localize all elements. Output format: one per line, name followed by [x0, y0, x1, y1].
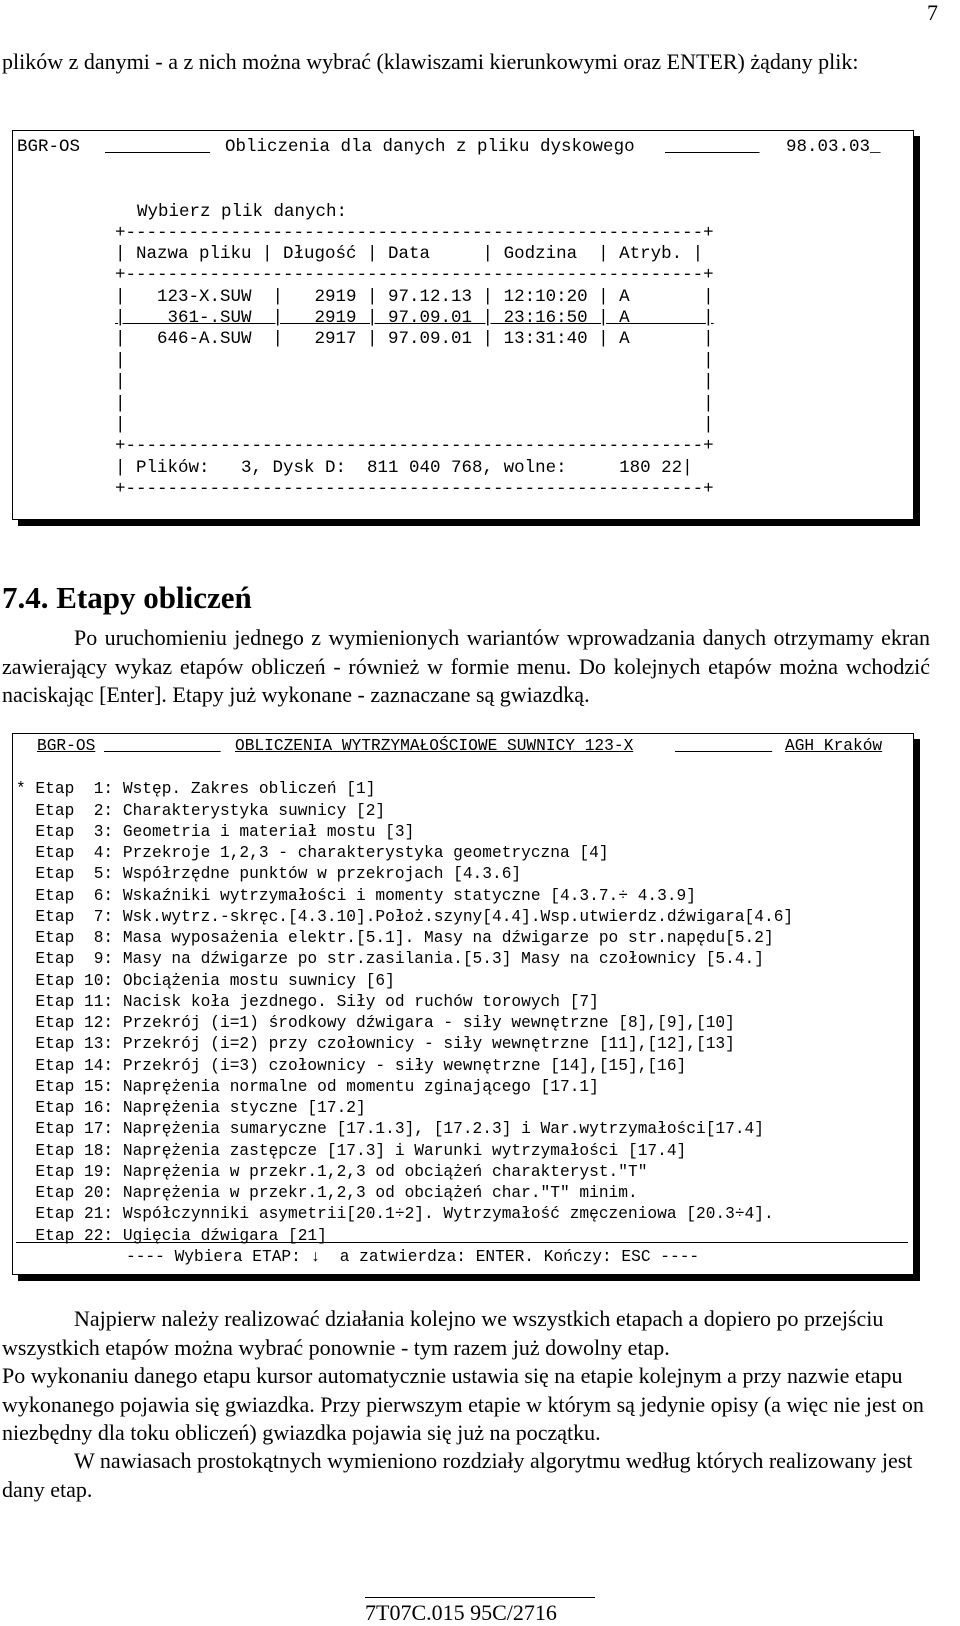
page-number: 7 — [927, 0, 938, 25]
stage-item[interactable]: Etap 19: Naprężenia w przekr.1,2,3 od obciążeń charakteryst."T" — [16, 1162, 648, 1181]
footer-code: 7T07C.015 95C/2716 — [365, 1600, 557, 1625]
file-row[interactable]: | 123-X.SUW | 2919 | 97.12.13 | 12:10:20 | A | — [115, 287, 714, 307]
menu-footer-instructions — [126, 1247, 699, 1269]
table-border-lower: +-------------------------------------------------------+ — [115, 436, 714, 456]
table-summary-row: | Plików: 3, Dysk D: 811 040 768, wolne: 180 22| — [115, 458, 693, 478]
stages-menu-screen — [12, 733, 914, 1275]
stage-item[interactable]: * Etap 1: Wstęp. Zakres obliczeń [1] — [16, 780, 376, 799]
empty-row: | | — [115, 415, 714, 435]
closing-paragraph-1: Najpierw należy realizować działania kolejno we wszystkich etapach a dopiero po przejściu wszystkich etapów można wybrać ponownie - tym razem już dowolny etap. — [2, 1306, 884, 1360]
screen1-prompt: Wybierz plik danych: — [137, 202, 348, 222]
stage-item[interactable]: Etap 13: Przekrój (i=2) przy czołownicy - siły wewnętrzne [11],[12],[13] — [16, 1035, 735, 1054]
stage-list — [16, 758, 793, 1247]
empty-row: | | — [115, 372, 714, 392]
file-row-selected[interactable]: | 361-.SUW | 2919 | 97.09.01 | 23:16:50 | A | — [115, 308, 714, 328]
stage-item[interactable]: Etap 16: Naprężenia styczne [17.2] — [16, 1099, 366, 1117]
screen2-header-left: BGR-OS — [37, 737, 96, 755]
table-border-bottom: +-------------------------------------------------------+ — [115, 479, 714, 499]
file-select-screen — [12, 130, 914, 520]
screen1-header-date: 98.03.03_ — [786, 137, 881, 157]
section-heading: 7.4. Etapy obliczeń — [2, 580, 252, 615]
closing-paragraph-2: Po wykonaniu danego etapu kursor automatycznie ustawia się na etapie kolejnym a przy nazwie etapu wykonanego pojawia się gwiazdka. Przy pierwszym etapie w którym są jedynie opisy (a więc nie jest on niezbędny dla toku obliczeń) gwiazdka pojawia się już na początku. — [2, 1363, 924, 1445]
screen2-header-blank — [104, 736, 221, 758]
footer-prefix: ---- Wybiera ETAP: — [126, 1248, 311, 1266]
footer-rule — [365, 1597, 595, 1598]
stage-item[interactable]: Etap 12: Przekrój (i=1) środkowy dźwigara - siły wewnętrzne [8],[9],[10] — [16, 1014, 735, 1032]
table-border-mid: +-------------------------------------------------------+ — [115, 265, 714, 285]
stage-item[interactable]: Etap 5: Współrzędne punktów w przekrojach [4.3.6] — [16, 865, 522, 884]
section-paragraph: Po uruchomieniu jednego z wymienionych wariantów wprowadzania danych otrzymamy ekran zawierający wykaz etapów obliczeń - również w formie menu. Do kolejnych etapów można wchodzić naciskając [Enter]. Etapy już wykonane - zaznaczane są gwiazdką. — [2, 625, 930, 707]
stage-item[interactable]: Etap 7: Wsk.wytrz.-skręc.[4.3.10].Położ.szyny[4.4].Wsp.utwierdz.dźwigara[4.6] — [16, 907, 794, 926]
stage-item[interactable]: Etap 21: Współczynniki asymetrii[20.1÷2]. Wytrzymałość zmęczeniowa [20.3÷4]. — [16, 1205, 774, 1224]
screen1-header-blank-right — [665, 137, 760, 159]
stage-item[interactable]: Etap 22: Ugięcia dźwigara [21] — [16, 1226, 327, 1245]
screen2-header-right: AGH Kraków — [785, 737, 883, 755]
stage-item[interactable]: Etap 11: Nacisk koła jezdnego. Siły od ruchów torowych [7] — [16, 992, 599, 1011]
table-header-row: | Nazwa pliku | Długość | Data | Godzina | Atryb. | — [115, 244, 704, 264]
footer-suffix: a zatwierdza: ENTER. Kończy: ESC ---- — [320, 1248, 700, 1266]
empty-row: | | — [115, 394, 714, 414]
stage-item[interactable]: Etap 15: Naprężenia normalne od momentu zginającego [17.1] — [16, 1077, 599, 1096]
screen2-header-blank-right — [675, 736, 772, 758]
screen1-header-title: Obliczenia dla danych z pliku dyskowego — [225, 137, 635, 157]
down-arrow-icon: ↓ — [310, 1248, 321, 1266]
stage-item[interactable]: Etap 3: Geometria i materiał mostu [3] — [16, 822, 415, 841]
screen1-header-blank-left — [105, 137, 210, 159]
screen1-header-left: BGR-OS — [17, 137, 81, 157]
file-row[interactable]: | 646-A.SUW | 2917 | 97.09.01 | 13:31:40 | A | — [115, 329, 714, 349]
empty-row: | | — [115, 351, 714, 371]
intro-paragraph: plików z danymi - a z nich można wybrać (klawiszami kierunkowymi oraz ENTER) żądany plik: — [2, 49, 859, 74]
menu-divider — [16, 1242, 908, 1243]
stage-item[interactable]: Etap 14: Przekrój (i=3) czołownicy - siły wewnętrzne [14],[15],[16] — [16, 1056, 687, 1075]
stage-item[interactable]: Etap 17: Naprężenia sumaryczne [17.1.3], [17.2.3] i War.wytrzymałości[17.4] — [16, 1120, 764, 1139]
stage-item[interactable]: Etap 10: Obciążenia mostu suwnicy [6] — [16, 971, 395, 990]
table-border-top: +-------------------------------------------------------+ — [115, 223, 714, 243]
stage-item[interactable]: Etap 4: Przekroje 1,2,3 - charakterystyka geometryczna [4] — [16, 844, 609, 862]
stage-item[interactable]: Etap 20: Naprężenia w przekr.1,2,3 od obciążeń char."T" minim. — [16, 1184, 638, 1202]
closing-paragraph-3: W nawiasach prostokątnych wymieniono rozdziały algorytmu według których realizowany jest dany etap. — [2, 1448, 913, 1502]
stage-item[interactable]: Etap 9: Masy na dźwigarze po str.zasilania.[5.3] Masy na czołownicy [5.4.] — [16, 950, 764, 969]
stage-item[interactable]: Etap 6: Wskaźniki wytrzymałości i momenty statyczne [4.3.7.÷ 4.3.9] — [16, 886, 696, 905]
stage-item[interactable]: Etap 2: Charakterystyka suwnicy [2] — [16, 801, 386, 820]
stage-item[interactable]: Etap 8: Masa wyposażenia elektr.[5.1]. Masy na dźwigarze po str.napędu[5.2] — [16, 929, 774, 947]
screen2-header-title: OBLICZENIA WYTRZYMAŁOŚCIOWE SUWNICY 123-X — [235, 737, 634, 755]
stage-item[interactable]: Etap 18: Naprężenia zastępcze [17.3] i Warunki wytrzymałości [17.4] — [16, 1141, 687, 1160]
